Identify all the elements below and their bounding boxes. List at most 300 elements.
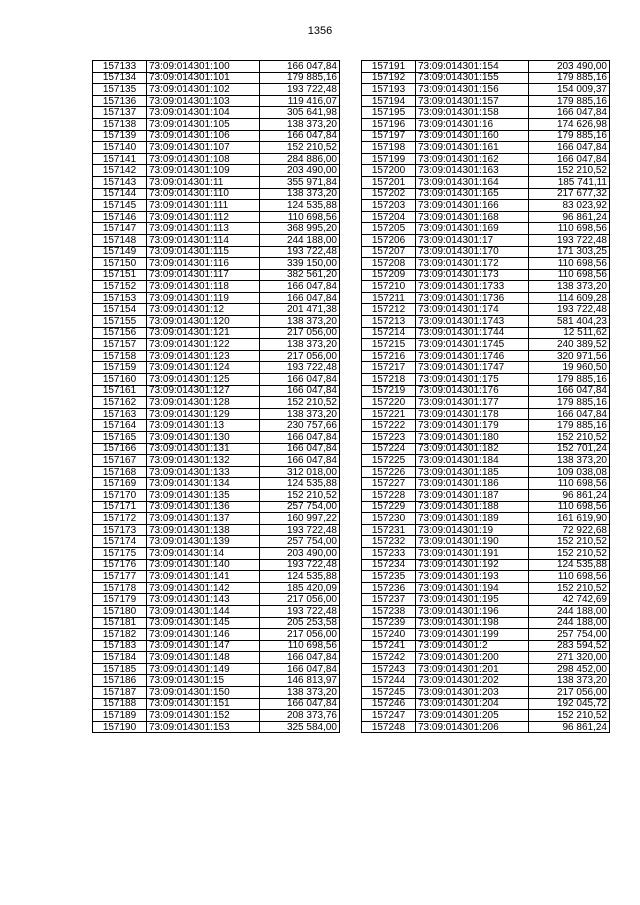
- table-row: [362, 304, 610, 316]
- table-row: [362, 95, 610, 107]
- row-number-cell: 157172: [93, 513, 147, 525]
- row-number-cell: 157182: [93, 629, 147, 641]
- table-row: [362, 513, 610, 525]
- amount-cell: 110 698,56: [260, 211, 340, 223]
- row-number-cell: 157183: [93, 640, 147, 652]
- cadastral-number-cell: 73:09:014301:161: [416, 142, 529, 154]
- row-number-cell: 157133: [93, 61, 147, 73]
- amount-cell: 138 373,20: [529, 675, 610, 687]
- cadastral-number-cell: 73:09:014301:199: [416, 629, 529, 641]
- row-number-cell: 157139: [93, 130, 147, 142]
- table-row: [362, 339, 610, 351]
- table-row: [93, 118, 340, 130]
- table-row: [362, 675, 610, 687]
- cadastral-number-cell: 73:09:014301:122: [147, 339, 260, 351]
- row-number-cell: 157184: [93, 652, 147, 664]
- amount-cell: 152 210,52: [529, 582, 610, 594]
- table-row: [362, 536, 610, 548]
- table-row: [93, 687, 340, 699]
- row-number-cell: 157247: [362, 710, 416, 722]
- cadastral-number-cell: 73:09:014301:166: [416, 200, 529, 212]
- cadastral-number-cell: 73:09:014301:203: [416, 687, 529, 699]
- table-row: [93, 153, 340, 165]
- row-number-cell: 157217: [362, 362, 416, 374]
- cadastral-number-cell: 73:09:014301:15: [147, 675, 260, 687]
- row-number-cell: 157151: [93, 269, 147, 281]
- amount-cell: 298 452,00: [529, 663, 610, 675]
- table-row: [93, 513, 340, 525]
- cadastral-number-cell: 73:09:014301:1745: [416, 339, 529, 351]
- table-row: [93, 130, 340, 142]
- row-number-cell: 157134: [93, 72, 147, 84]
- amount-cell: 193 722,48: [260, 246, 340, 258]
- table-row: [93, 675, 340, 687]
- cadastral-number-cell: 73:09:014301:169: [416, 223, 529, 235]
- row-number-cell: 157173: [93, 524, 147, 536]
- row-number-cell: 157225: [362, 455, 416, 467]
- row-number-cell: 157162: [93, 397, 147, 409]
- row-number-cell: 157149: [93, 246, 147, 258]
- table-row: [362, 153, 610, 165]
- cadastral-number-cell: 73:09:014301:1743: [416, 316, 529, 328]
- cadastral-number-cell: 73:09:014301:192: [416, 559, 529, 571]
- row-number-cell: 157219: [362, 385, 416, 397]
- amount-cell: 166 047,84: [529, 153, 610, 165]
- row-number-cell: 157230: [362, 513, 416, 525]
- amount-cell: 205 253,58: [260, 617, 340, 629]
- table-row: [93, 710, 340, 722]
- row-number-cell: 157171: [93, 501, 147, 513]
- amount-cell: 203 490,00: [260, 165, 340, 177]
- amount-cell: 83 023,92: [529, 200, 610, 212]
- row-number-cell: 157211: [362, 292, 416, 304]
- row-number-cell: 157157: [93, 339, 147, 351]
- table-row: [93, 640, 340, 652]
- row-number-cell: 157144: [93, 188, 147, 200]
- row-number-cell: 157163: [93, 408, 147, 420]
- amount-cell: 42 742,69: [529, 594, 610, 606]
- cadastral-number-cell: 73:09:014301:120: [147, 316, 260, 328]
- table-row: [362, 617, 610, 629]
- row-number-cell: 157143: [93, 176, 147, 188]
- table-row: [93, 559, 340, 571]
- cadastral-number-cell: 73:09:014301:146: [147, 629, 260, 641]
- row-number-cell: 157218: [362, 374, 416, 386]
- row-number-cell: 157245: [362, 687, 416, 699]
- row-number-cell: 157224: [362, 443, 416, 455]
- amount-cell: 339 150,00: [260, 258, 340, 270]
- table-row: [362, 629, 610, 641]
- table-row: [93, 408, 340, 420]
- cadastral-number-cell: 73:09:014301:151: [147, 698, 260, 710]
- row-number-cell: 157216: [362, 350, 416, 362]
- row-number-cell: 157233: [362, 547, 416, 559]
- cadastral-number-cell: 73:09:014301:168: [416, 211, 529, 223]
- table-row: [362, 258, 610, 270]
- amount-cell: 110 698,56: [529, 571, 610, 583]
- table-row: [362, 269, 610, 281]
- table-row: [362, 432, 610, 444]
- cadastral-number-cell: 73:09:014301:145: [147, 617, 260, 629]
- table-row: [93, 165, 340, 177]
- amount-cell: 171 303,25: [529, 246, 610, 258]
- row-number-cell: 157240: [362, 629, 416, 641]
- amount-cell: 193 722,48: [529, 234, 610, 246]
- amount-cell: 244 188,00: [260, 234, 340, 246]
- row-number-cell: 157231: [362, 524, 416, 536]
- table-row: [93, 571, 340, 583]
- amount-cell: 185 741,11: [529, 176, 610, 188]
- row-number-cell: 157140: [93, 142, 147, 154]
- cadastral-number-cell: 73:09:014301:150: [147, 687, 260, 699]
- table-row: [362, 316, 610, 328]
- amount-cell: 179 885,16: [529, 130, 610, 142]
- cadastral-number-cell: 73:09:014301:140: [147, 559, 260, 571]
- cadastral-number-cell: 73:09:014301:165: [416, 188, 529, 200]
- table-row: [93, 84, 340, 96]
- table-right-body: [362, 61, 610, 733]
- table-row: [93, 188, 340, 200]
- cadastral-number-cell: 73:09:014301:144: [147, 605, 260, 617]
- cadastral-number-cell: 73:09:014301:162: [416, 153, 529, 165]
- table-row: [93, 582, 340, 594]
- cadastral-number-cell: 73:09:014301:176: [416, 385, 529, 397]
- cadastral-number-cell: 73:09:014301:149: [147, 663, 260, 675]
- cadastral-number-cell: 73:09:014301:201: [416, 663, 529, 675]
- cadastral-number-cell: 73:09:014301:147: [147, 640, 260, 652]
- cadastral-number-cell: 73:09:014301:113: [147, 223, 260, 235]
- amount-cell: 185 420,09: [260, 582, 340, 594]
- row-number-cell: 157209: [362, 269, 416, 281]
- cadastral-number-cell: 73:09:014301:125: [147, 374, 260, 386]
- row-number-cell: 157222: [362, 420, 416, 432]
- cadastral-number-cell: 73:09:014301:119: [147, 292, 260, 304]
- amount-cell: 138 373,20: [529, 455, 610, 467]
- amount-cell: 166 047,84: [529, 385, 610, 397]
- row-number-cell: 157148: [93, 234, 147, 246]
- table-row: [93, 617, 340, 629]
- cadastral-number-cell: 73:09:014301:13: [147, 420, 260, 432]
- amount-cell: 217 056,00: [260, 327, 340, 339]
- row-number-cell: 157147: [93, 223, 147, 235]
- amount-cell: 217 056,00: [529, 687, 610, 699]
- amount-cell: 166 047,84: [260, 663, 340, 675]
- amount-cell: 166 047,84: [260, 698, 340, 710]
- amount-cell: 138 373,20: [260, 687, 340, 699]
- cadastral-number-cell: 73:09:014301:143: [147, 594, 260, 606]
- row-number-cell: 157176: [93, 559, 147, 571]
- table-row: [93, 72, 340, 84]
- table-row: [93, 432, 340, 444]
- table-row: [93, 489, 340, 501]
- cadastral-number-cell: 73:09:014301:185: [416, 466, 529, 478]
- cadastral-number-cell: 73:09:014301:109: [147, 165, 260, 177]
- amount-cell: 208 373,76: [260, 710, 340, 722]
- table-row: [362, 72, 610, 84]
- cadastral-number-cell: 73:09:014301:191: [416, 547, 529, 559]
- cadastral-number-cell: 73:09:014301:135: [147, 489, 260, 501]
- table-row: [362, 176, 610, 188]
- amount-cell: 138 373,20: [260, 408, 340, 420]
- table-row: [93, 524, 340, 536]
- table-row: [362, 652, 610, 664]
- amount-cell: 110 698,56: [529, 478, 610, 490]
- table-row: [93, 501, 340, 513]
- cadastral-number-cell: 73:09:014301:200: [416, 652, 529, 664]
- table-row: [362, 385, 610, 397]
- amount-cell: 179 885,16: [529, 420, 610, 432]
- cadastral-number-cell: 73:09:014301:118: [147, 281, 260, 293]
- table-row: [362, 188, 610, 200]
- amount-cell: 152 701,24: [529, 443, 610, 455]
- row-number-cell: 157138: [93, 118, 147, 130]
- table-row: [362, 374, 610, 386]
- cadastral-number-cell: 73:09:014301:138: [147, 524, 260, 536]
- table-row: [362, 524, 610, 536]
- row-number-cell: 157170: [93, 489, 147, 501]
- cadastral-number-cell: 73:09:014301:1747: [416, 362, 529, 374]
- table-row: [93, 95, 340, 107]
- cadastral-number-cell: 73:09:014301:180: [416, 432, 529, 444]
- cadastral-number-cell: 73:09:014301:179: [416, 420, 529, 432]
- row-number-cell: 157165: [93, 432, 147, 444]
- row-number-cell: 157137: [93, 107, 147, 119]
- table-row: [362, 489, 610, 501]
- row-number-cell: 157191: [362, 61, 416, 73]
- amount-cell: 217 056,00: [260, 350, 340, 362]
- amount-cell: 271 320,00: [529, 652, 610, 664]
- table-row: [93, 420, 340, 432]
- row-number-cell: 157167: [93, 455, 147, 467]
- row-number-cell: 157205: [362, 223, 416, 235]
- cadastral-number-cell: 73:09:014301:190: [416, 536, 529, 548]
- cadastral-number-cell: 73:09:014301:198: [416, 617, 529, 629]
- row-number-cell: 157204: [362, 211, 416, 223]
- row-number-cell: 157156: [93, 327, 147, 339]
- row-number-cell: 157174: [93, 536, 147, 548]
- table-row: [93, 176, 340, 188]
- row-number-cell: 157226: [362, 466, 416, 478]
- cadastral-number-cell: 73:09:014301:116: [147, 258, 260, 270]
- table-row: [93, 316, 340, 328]
- row-number-cell: 157186: [93, 675, 147, 687]
- amount-cell: 312 018,00: [260, 466, 340, 478]
- row-number-cell: 157196: [362, 118, 416, 130]
- cadastral-number-cell: 73:09:014301:163: [416, 165, 529, 177]
- amount-cell: 138 373,20: [260, 118, 340, 130]
- cadastral-number-cell: 73:09:014301:187: [416, 489, 529, 501]
- amount-cell: 166 047,84: [260, 130, 340, 142]
- row-number-cell: 157190: [93, 721, 147, 733]
- amount-cell: 110 698,56: [529, 269, 610, 281]
- amount-cell: 166 047,84: [260, 455, 340, 467]
- cadastral-number-cell: 73:09:014301:107: [147, 142, 260, 154]
- table-row: [93, 281, 340, 293]
- table-row: [362, 211, 610, 223]
- cadastral-number-cell: 73:09:014301:11: [147, 176, 260, 188]
- cadastral-number-cell: 73:09:014301:1746: [416, 350, 529, 362]
- table-row: [362, 455, 610, 467]
- cadastral-number-cell: 73:09:014301:110: [147, 188, 260, 200]
- table-row: [362, 443, 610, 455]
- row-number-cell: 157206: [362, 234, 416, 246]
- table-row: [362, 640, 610, 652]
- cadastral-number-cell: 73:09:014301:160: [416, 130, 529, 142]
- table-row: [362, 327, 610, 339]
- amount-cell: 320 971,56: [529, 350, 610, 362]
- cadastral-number-cell: 73:09:014301:114: [147, 234, 260, 246]
- cadastral-number-cell: 73:09:014301:112: [147, 211, 260, 223]
- row-number-cell: 157242: [362, 652, 416, 664]
- amount-cell: 166 047,84: [260, 281, 340, 293]
- row-number-cell: 157228: [362, 489, 416, 501]
- amount-cell: 19 960,50: [529, 362, 610, 374]
- row-number-cell: 157236: [362, 582, 416, 594]
- row-number-cell: 157150: [93, 258, 147, 270]
- row-number-cell: 157175: [93, 547, 147, 559]
- cadastral-number-cell: 73:09:014301:1736: [416, 292, 529, 304]
- cadastral-number-cell: 73:09:014301:133: [147, 466, 260, 478]
- table-row: [93, 455, 340, 467]
- row-number-cell: 157169: [93, 478, 147, 490]
- amount-cell: 110 698,56: [529, 223, 610, 235]
- table-row: [93, 339, 340, 351]
- row-number-cell: 157202: [362, 188, 416, 200]
- table-row: [93, 234, 340, 246]
- cadastral-number-cell: 73:09:014301:106: [147, 130, 260, 142]
- table-row: [93, 594, 340, 606]
- amount-cell: 124 535,88: [260, 571, 340, 583]
- cadastral-number-cell: 73:09:014301:101: [147, 72, 260, 84]
- row-number-cell: 157168: [93, 466, 147, 478]
- amount-cell: 244 188,00: [529, 617, 610, 629]
- amount-cell: 240 389,52: [529, 339, 610, 351]
- cadastral-number-cell: 73:09:014301:175: [416, 374, 529, 386]
- row-number-cell: 157160: [93, 374, 147, 386]
- amount-cell: 152 210,52: [529, 165, 610, 177]
- table-row: [93, 223, 340, 235]
- table-left: [92, 60, 340, 733]
- table-row: [93, 547, 340, 559]
- amount-cell: 109 038,08: [529, 466, 610, 478]
- amount-cell: 166 047,84: [260, 374, 340, 386]
- table-row: [93, 258, 340, 270]
- table-row: [93, 304, 340, 316]
- row-number-cell: 157152: [93, 281, 147, 293]
- table-left-body: [93, 61, 340, 733]
- row-number-cell: 157193: [362, 84, 416, 96]
- amount-cell: 193 722,48: [260, 84, 340, 96]
- amount-cell: 257 754,00: [260, 501, 340, 513]
- table-row: [93, 362, 340, 374]
- cadastral-number-cell: 73:09:014301:1733: [416, 281, 529, 293]
- table-row: [93, 478, 340, 490]
- table-row: [362, 408, 610, 420]
- table-row: [362, 107, 610, 119]
- row-number-cell: 157232: [362, 536, 416, 548]
- table-row: [362, 721, 610, 733]
- table-row: [93, 466, 340, 478]
- amount-cell: 217 056,00: [260, 594, 340, 606]
- cadastral-number-cell: 73:09:014301:103: [147, 95, 260, 107]
- row-number-cell: 157158: [93, 350, 147, 362]
- cadastral-number-cell: 73:09:014301:142: [147, 582, 260, 594]
- cadastral-number-cell: 73:09:014301:17: [416, 234, 529, 246]
- amount-cell: 382 561,20: [260, 269, 340, 281]
- row-number-cell: 157215: [362, 339, 416, 351]
- row-number-cell: 157185: [93, 663, 147, 675]
- table-row: [93, 107, 340, 119]
- amount-cell: 166 047,84: [529, 107, 610, 119]
- row-number-cell: 157166: [93, 443, 147, 455]
- cadastral-number-cell: 73:09:014301:178: [416, 408, 529, 420]
- cadastral-number-cell: 73:09:014301:202: [416, 675, 529, 687]
- amount-cell: 217 677,32: [529, 188, 610, 200]
- amount-cell: 152 210,52: [260, 489, 340, 501]
- table-row: [362, 605, 610, 617]
- cadastral-number-cell: 73:09:014301:128: [147, 397, 260, 409]
- table-row: [93, 327, 340, 339]
- row-number-cell: 157197: [362, 130, 416, 142]
- table-row: [93, 142, 340, 154]
- row-number-cell: 157164: [93, 420, 147, 432]
- row-number-cell: 157221: [362, 408, 416, 420]
- amount-cell: 244 188,00: [529, 605, 610, 617]
- cadastral-number-cell: 73:09:014301:137: [147, 513, 260, 525]
- row-number-cell: 157244: [362, 675, 416, 687]
- cadastral-number-cell: 73:09:014301:174: [416, 304, 529, 316]
- cadastral-number-cell: 73:09:014301:205: [416, 710, 529, 722]
- table-row: [362, 234, 610, 246]
- row-number-cell: 157155: [93, 316, 147, 328]
- table-row: [93, 385, 340, 397]
- table-row: [362, 571, 610, 583]
- row-number-cell: 157188: [93, 698, 147, 710]
- cadastral-number-cell: 73:09:014301:12: [147, 304, 260, 316]
- cadastral-number-cell: 73:09:014301:134: [147, 478, 260, 490]
- amount-cell: 96 861,24: [529, 211, 610, 223]
- amount-cell: 154 009,37: [529, 84, 610, 96]
- table-row: [93, 246, 340, 258]
- amount-cell: 284 886,00: [260, 153, 340, 165]
- cadastral-number-cell: 73:09:014301:186: [416, 478, 529, 490]
- row-number-cell: 157178: [93, 582, 147, 594]
- table-row: [362, 350, 610, 362]
- row-number-cell: 157153: [93, 292, 147, 304]
- row-number-cell: 157181: [93, 617, 147, 629]
- row-number-cell: 157248: [362, 721, 416, 733]
- table-row: [362, 61, 610, 73]
- cadastral-number-cell: 73:09:014301:173: [416, 269, 529, 281]
- cadastral-number-cell: 73:09:014301:108: [147, 153, 260, 165]
- cadastral-number-cell: 73:09:014301:153: [147, 721, 260, 733]
- amount-cell: 179 885,16: [529, 397, 610, 409]
- table-row: [362, 362, 610, 374]
- amount-cell: 138 373,20: [260, 316, 340, 328]
- row-number-cell: 157194: [362, 95, 416, 107]
- table-row: [93, 211, 340, 223]
- amount-cell: 152 210,52: [529, 710, 610, 722]
- table-row: [93, 652, 340, 664]
- amount-cell: 114 609,28: [529, 292, 610, 304]
- amount-cell: 230 757,66: [260, 420, 340, 432]
- amount-cell: 193 722,48: [260, 362, 340, 374]
- row-number-cell: 157214: [362, 327, 416, 339]
- table-row: [362, 420, 610, 432]
- table-row: [362, 130, 610, 142]
- row-number-cell: 157241: [362, 640, 416, 652]
- amount-cell: 166 047,84: [260, 292, 340, 304]
